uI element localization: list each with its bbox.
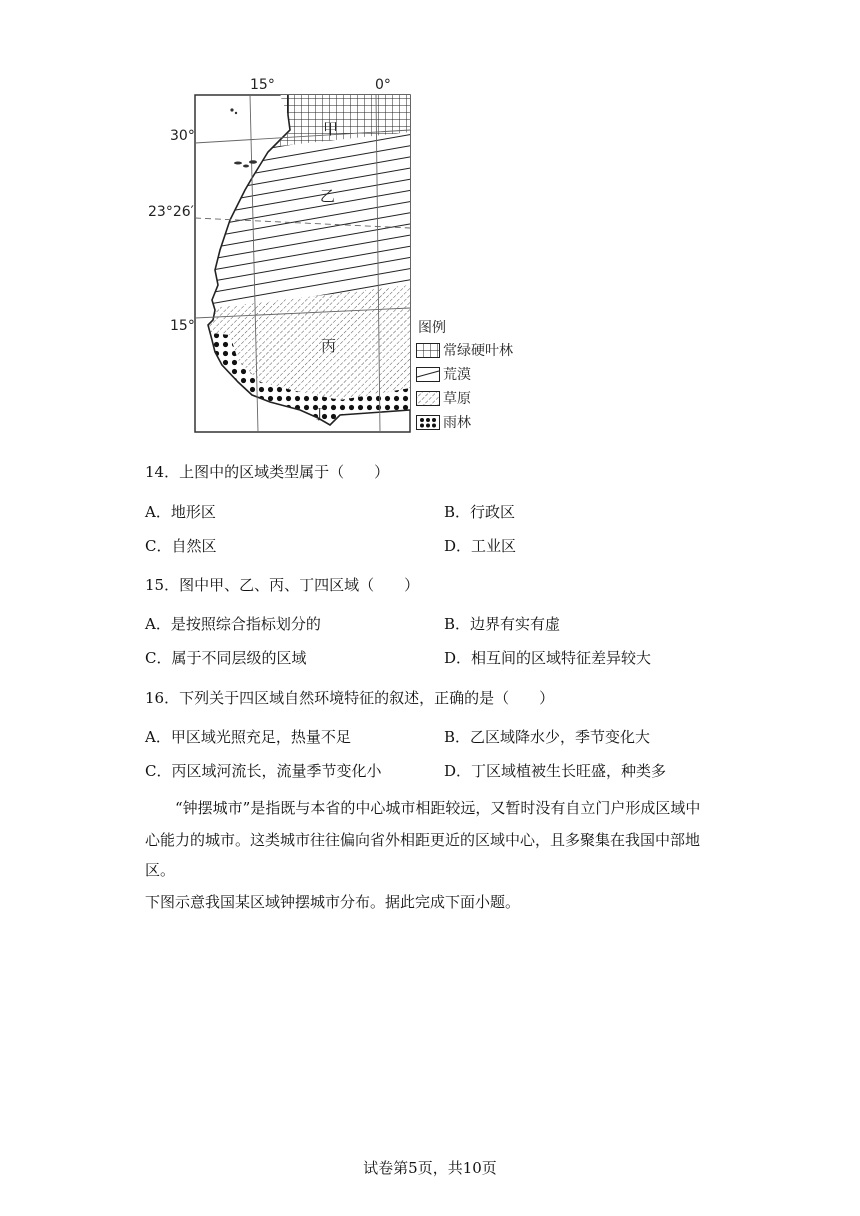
legend-label: 草原 — [443, 391, 471, 407]
region-label-ding: 丁 — [312, 405, 328, 423]
passage-line: 下图示意我国某区域钟摆城市分布。据此完成下面小题。 — [145, 893, 521, 911]
lon-label-15: 15° — [250, 77, 275, 93]
dots-pattern-icon — [416, 415, 440, 430]
question-16-option-d[interactable]: D．丁区域植被生长旺盛，种类多 — [444, 762, 667, 780]
question-14-stem: 14．上图中的区域类型属于（ ） — [145, 463, 390, 481]
question-14-option-b[interactable]: B．行政区 — [444, 503, 516, 521]
passage-line: 心能力的城市。这类城市往往偏向省外相距更近的区域中心，且多聚集在我国中部地区。 — [145, 831, 701, 879]
legend-label: 雨林 — [443, 415, 471, 431]
question-16-stem: 16．下列关于四区域自然环境特征的叙述，正确的是（ ） — [145, 689, 555, 707]
lon-label-0: 0° — [375, 77, 391, 93]
legend-item-desert — [416, 364, 471, 384]
question-15-stem: 15．图中甲、乙、丙、丁四区域（ ） — [145, 576, 420, 594]
legend-item-evergreen — [416, 340, 513, 360]
question-15-option-d[interactable]: D．相互间的区域特征差异较大 — [444, 649, 652, 667]
question-15-option-b[interactable]: B．边界有实有虚 — [444, 615, 561, 633]
lat-label-30: 30° — [170, 128, 195, 144]
lines-pattern-icon — [416, 367, 440, 382]
lat-label-tropic: 23°26′ — [148, 204, 194, 220]
legend-item-grassland — [416, 388, 471, 408]
region-label-yi: 乙 — [320, 187, 336, 205]
question-16-option-b[interactable]: B．乙区域降水少，季节变化大 — [444, 728, 651, 746]
question-16-option-a[interactable]: A．甲区域光照充足，热量不足 — [145, 728, 351, 746]
question-16-option-c[interactable]: C．丙区域河流长，流量季节变化小 — [145, 762, 382, 780]
map-figure — [140, 70, 510, 440]
passage — [145, 793, 720, 917]
page-footer: 试卷第5页，共10页 — [363, 1159, 497, 1177]
legend-item-rainforest — [416, 412, 471, 432]
region-label-bing: 丙 — [321, 337, 337, 355]
question-14-option-c[interactable]: C．自然区 — [145, 537, 217, 555]
grid-pattern-icon — [416, 343, 440, 358]
question-15-option-c[interactable]: C．属于不同层级的区域 — [145, 649, 307, 667]
region-label-jia: 甲 — [323, 120, 339, 138]
hatch-pattern-icon — [416, 391, 440, 406]
legend-label: 荒漠 — [443, 367, 471, 383]
legend-label: 常绿硬叶林 — [443, 343, 513, 359]
question-15-option-a[interactable]: A．是按照综合指标划分的 — [145, 615, 321, 633]
passage-line: “钟摆城市”是指既与本省的中心城市相距较远，又暂时没有自立门户形成区域中 — [175, 799, 701, 817]
question-14-option-a[interactable]: A．地形区 — [145, 503, 216, 521]
question-14-option-d[interactable]: D．工业区 — [444, 537, 517, 555]
legend-title: 图例 — [418, 320, 446, 336]
lat-label-15: 15° — [170, 318, 195, 334]
